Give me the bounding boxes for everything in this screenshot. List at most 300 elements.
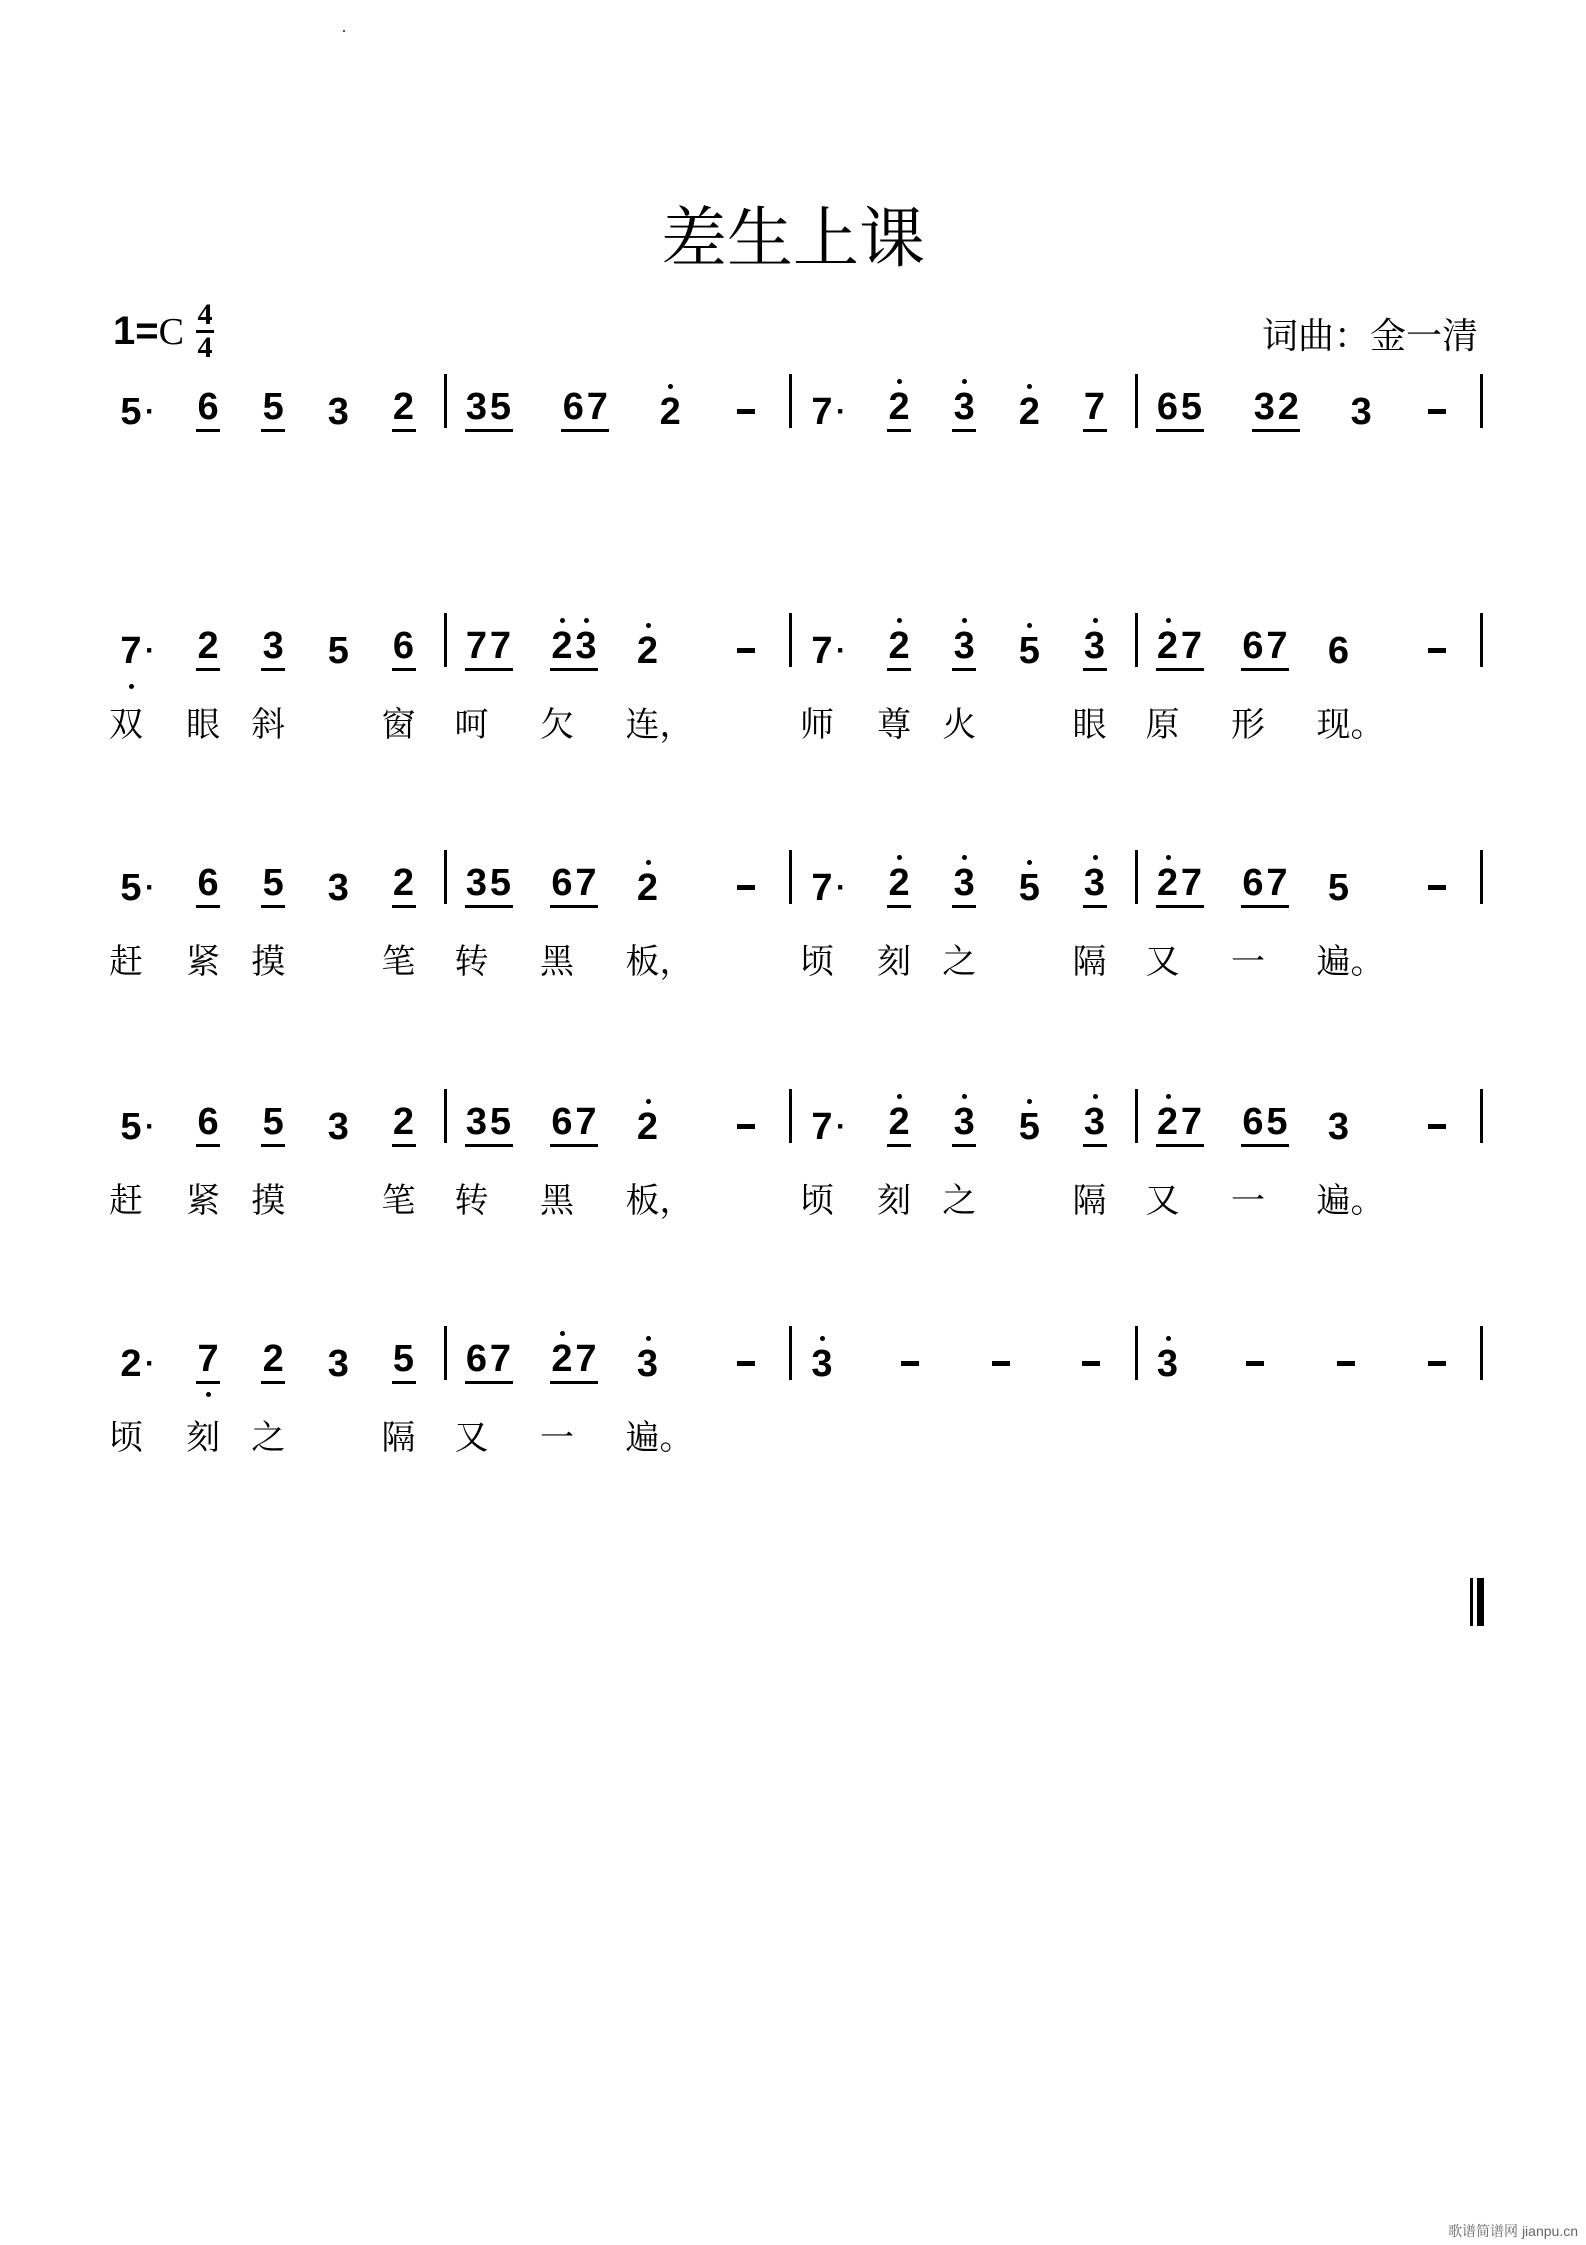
note-digit: 3	[465, 386, 488, 428]
lyric: 一	[540, 1418, 574, 1458]
high-octave-dot	[1166, 855, 1171, 860]
notes	[1156, 1332, 1180, 1384]
note	[658, 392, 682, 432]
note	[392, 1102, 416, 1142]
note-group	[109, 1332, 155, 1459]
beamed-notes	[1156, 856, 1204, 908]
note-digit: 6	[197, 1101, 219, 1143]
note	[1017, 868, 1041, 908]
note-digit: 3	[327, 867, 349, 909]
note-digit: 7	[1180, 862, 1203, 904]
note-digit: 5	[489, 386, 512, 428]
note	[810, 868, 834, 908]
high-octave-dot	[1093, 1094, 1098, 1099]
barline	[1480, 1326, 1483, 1380]
note-digit: 7	[811, 1106, 833, 1148]
lyric: 顷	[800, 1181, 834, 1221]
beamed-notes	[261, 856, 285, 908]
note	[1083, 387, 1107, 427]
note-digit: 7	[1266, 862, 1288, 904]
note-group	[986, 1332, 1016, 1384]
beamed-notes	[952, 619, 976, 671]
note	[392, 1339, 416, 1379]
note-group	[1017, 619, 1041, 671]
note-digit: 2	[120, 1343, 142, 1385]
note-digit: 5	[1018, 630, 1040, 672]
barline	[1480, 613, 1483, 667]
note-digit: 2	[392, 862, 415, 904]
note-group	[1072, 856, 1107, 983]
high-octave-dot	[668, 384, 673, 389]
note	[465, 1102, 489, 1142]
notes	[636, 619, 660, 671]
note-digit: 5	[489, 1101, 512, 1143]
note-group	[1231, 856, 1289, 983]
barline	[1480, 850, 1483, 904]
beamed-notes	[196, 619, 220, 671]
barline	[1480, 374, 1483, 428]
notes	[326, 619, 350, 671]
notes	[326, 856, 350, 908]
note-digit: 5	[120, 867, 142, 909]
note-group	[454, 856, 513, 983]
note	[810, 1344, 834, 1384]
notes	[1017, 856, 1041, 908]
note-digit: 6	[465, 1338, 488, 1380]
note	[1156, 1102, 1180, 1142]
note-digit: 6	[551, 862, 573, 904]
note-digit: 2	[636, 630, 659, 672]
note-group	[186, 619, 221, 746]
note-digit: 5	[392, 1338, 415, 1380]
notes	[1017, 1095, 1041, 1147]
high-octave-dot	[1093, 618, 1098, 623]
high-octave-dot	[962, 618, 967, 623]
beamed-notes	[392, 1332, 416, 1384]
note-group	[381, 1332, 416, 1459]
notes	[810, 380, 846, 432]
note	[261, 863, 285, 903]
note-group	[1422, 1332, 1452, 1384]
lyric: 双	[109, 705, 143, 745]
lyric: 遍。	[1316, 1181, 1385, 1221]
high-octave-dot	[1166, 618, 1171, 623]
measure	[1138, 1332, 1481, 1384]
note	[261, 1339, 285, 1379]
beamed-notes	[392, 380, 416, 432]
lyric: 笔	[381, 1181, 416, 1221]
beamed-notes	[1083, 1095, 1107, 1147]
lyric: 刻	[877, 942, 912, 982]
beamed-notes	[465, 380, 513, 432]
note-group	[810, 1332, 834, 1384]
note-digit: 7	[489, 1338, 512, 1380]
note-digit: 7	[1180, 625, 1203, 667]
note-digit: 6	[392, 625, 415, 667]
note-digit: 5	[262, 862, 284, 904]
beamed-notes	[561, 380, 609, 432]
beamed-notes	[952, 380, 976, 432]
lyric: 一	[1231, 942, 1265, 982]
measure	[1138, 380, 1481, 432]
high-octave-dot	[1027, 384, 1032, 389]
note	[887, 863, 911, 903]
score-row	[109, 1332, 1483, 1459]
lyric: 呵	[454, 705, 489, 745]
notes	[1327, 856, 1351, 908]
high-octave-dot	[962, 855, 967, 860]
note	[1083, 863, 1107, 903]
dash-hold	[737, 648, 755, 653]
note-group	[186, 856, 221, 983]
dash-hold	[737, 1124, 755, 1129]
note-digit: 2	[262, 1338, 284, 1380]
note-group	[1231, 619, 1289, 746]
note-group	[326, 856, 350, 908]
lyric: 连，	[625, 705, 694, 745]
note-group	[1145, 619, 1204, 746]
note-digit: 6	[197, 862, 219, 904]
note	[887, 626, 911, 666]
note-group	[877, 619, 912, 746]
dash-hold	[901, 1361, 919, 1366]
lyric: 现。	[1316, 705, 1385, 745]
high-octave-dot	[1027, 623, 1032, 628]
notes	[1422, 1095, 1452, 1147]
beamed-notes	[196, 1332, 220, 1384]
lyric: 紧	[186, 1181, 221, 1221]
time-numerator: 4	[197, 298, 213, 331]
notes	[810, 619, 846, 671]
note	[196, 1339, 220, 1379]
note-digit: 3	[575, 625, 597, 667]
note-digit: 7	[1180, 1101, 1203, 1143]
measure	[792, 619, 1135, 746]
note-digit: 3	[811, 1343, 833, 1385]
note	[1349, 392, 1373, 432]
beamed-notes	[1083, 380, 1107, 432]
note-digit: 2	[1156, 1101, 1179, 1143]
notes	[1017, 619, 1041, 671]
key-name: C	[158, 310, 184, 353]
lyric: 遍。	[625, 1418, 694, 1458]
high-octave-dot	[897, 379, 902, 384]
note	[1180, 863, 1204, 903]
time-denominator: 4	[197, 331, 213, 364]
notes	[1422, 856, 1452, 908]
note-digit: 7	[811, 867, 833, 909]
lyric: 板，	[625, 1181, 694, 1221]
note	[574, 1102, 598, 1142]
lyric: 尊	[877, 705, 912, 745]
note-group	[465, 380, 513, 432]
lyric: 转	[454, 1181, 489, 1221]
notes	[636, 1332, 660, 1384]
note-group	[810, 380, 846, 432]
note	[1180, 626, 1204, 666]
note-group	[251, 1332, 286, 1459]
note	[261, 1102, 285, 1142]
beamed-notes	[392, 856, 416, 908]
time-signature	[196, 300, 214, 363]
note-digit: 3	[465, 1101, 488, 1143]
note-group	[1076, 1332, 1106, 1384]
score-row	[109, 619, 1483, 746]
note	[1252, 387, 1276, 427]
note	[574, 1339, 598, 1379]
note	[119, 868, 143, 908]
note	[489, 387, 513, 427]
composer-credit: 词曲：金一清	[1261, 316, 1478, 357]
note	[952, 863, 976, 903]
note-digit: 5	[489, 862, 512, 904]
note-group	[1252, 380, 1300, 432]
high-octave-dot	[646, 860, 651, 865]
lyric: 顷	[109, 1418, 143, 1458]
note	[1083, 626, 1107, 666]
lyric: 之	[251, 1418, 286, 1458]
note	[489, 863, 513, 903]
note-group	[1331, 1332, 1361, 1384]
note-group	[1017, 1095, 1041, 1147]
notes	[1076, 1332, 1106, 1384]
notes	[1017, 380, 1041, 432]
beamed-notes	[550, 1095, 598, 1147]
beamed-notes	[1241, 856, 1289, 908]
note	[392, 626, 416, 666]
note-digit: 3	[953, 386, 975, 428]
note-digit: 2	[636, 867, 659, 909]
final-barline	[1470, 1578, 1484, 1626]
note	[196, 626, 220, 666]
notes	[326, 1095, 350, 1147]
note	[952, 1102, 976, 1142]
beamed-notes	[261, 619, 285, 671]
high-octave-dot	[897, 855, 902, 860]
note-digit: 5	[120, 391, 142, 433]
beamed-notes	[392, 1095, 416, 1147]
note	[261, 626, 285, 666]
note-group	[251, 619, 286, 746]
note-group	[800, 856, 846, 983]
note-group	[625, 1095, 694, 1222]
note-digit: 3	[327, 391, 349, 433]
note-group	[392, 380, 416, 432]
note-group	[540, 619, 598, 746]
dash-hold	[737, 885, 755, 890]
note-digit: 5	[1266, 1101, 1288, 1143]
note-digit: 3	[1253, 386, 1275, 428]
note-group	[540, 1332, 598, 1459]
note	[1156, 863, 1180, 903]
augmentation-dot: ·	[836, 634, 846, 667]
note	[1276, 387, 1300, 427]
note-digit: 2	[551, 625, 573, 667]
note-digit: 2	[636, 1106, 659, 1148]
beamed-notes	[887, 619, 911, 671]
beamed-notes	[1156, 1095, 1204, 1147]
beamed-notes	[196, 380, 220, 432]
note-group	[1072, 1095, 1107, 1222]
key-tonic: 1	[113, 309, 136, 353]
note-group	[1316, 856, 1385, 983]
note-digit: 2	[551, 1338, 573, 1380]
note	[550, 626, 574, 666]
high-octave-dot	[820, 1336, 825, 1341]
augmentation-dot: ·	[836, 1110, 846, 1143]
note-group	[625, 619, 694, 746]
lyric: 刻	[877, 1181, 912, 1221]
lyric: 隔	[1072, 942, 1107, 982]
note-group	[454, 619, 513, 746]
notes	[1422, 380, 1452, 432]
note-group	[119, 380, 155, 432]
note	[561, 387, 585, 427]
beamed-notes	[887, 380, 911, 432]
speck	[343, 30, 345, 32]
note	[1083, 1102, 1107, 1142]
note-group	[1240, 1332, 1270, 1384]
note	[810, 392, 834, 432]
note-digit: 5	[1018, 867, 1040, 909]
lyric: 隔	[1072, 1181, 1107, 1221]
note-digit: 2	[197, 625, 219, 667]
note	[326, 631, 350, 671]
high-octave-dot	[1166, 1336, 1171, 1341]
note	[1265, 863, 1289, 903]
beamed-notes	[550, 1332, 598, 1384]
notes	[731, 1095, 761, 1147]
lyric: 转	[454, 942, 489, 982]
note-digit: 7	[1083, 386, 1106, 428]
note	[1327, 1107, 1351, 1147]
high-octave-dot	[560, 618, 565, 623]
note-group	[326, 1095, 350, 1147]
high-octave-dot	[962, 379, 967, 384]
note-digit: 7	[575, 862, 597, 904]
notes	[1327, 619, 1351, 671]
high-octave-dot	[646, 1099, 651, 1104]
note-digit: 5	[1327, 867, 1350, 909]
note-digit: 7	[489, 625, 512, 667]
beamed-notes	[1083, 619, 1107, 671]
note-group	[1316, 1095, 1385, 1222]
note-group	[109, 619, 155, 746]
score-row	[115, 380, 1483, 432]
lyric: 形	[1231, 705, 1265, 745]
dash-hold	[1337, 1361, 1355, 1366]
measure	[109, 1095, 444, 1222]
note-group	[109, 1095, 155, 1222]
note-group	[877, 1095, 912, 1222]
dash-hold	[1428, 1124, 1446, 1129]
note-group	[895, 1332, 925, 1384]
note-group	[540, 856, 598, 983]
note-digit: 6	[1156, 386, 1179, 428]
key-equals: =	[135, 309, 159, 353]
notes	[1422, 1332, 1452, 1384]
beamed-notes	[887, 1095, 911, 1147]
beamed-notes	[261, 380, 285, 432]
note	[810, 1107, 834, 1147]
augmentation-dot: ·	[145, 1347, 155, 1380]
measure	[109, 619, 444, 746]
augmentation-dot: ·	[145, 871, 155, 904]
notes	[1240, 1332, 1270, 1384]
note	[465, 863, 489, 903]
lyric: 又	[1145, 942, 1180, 982]
note	[1017, 631, 1041, 671]
notes	[658, 380, 682, 432]
beamed-notes	[261, 1095, 285, 1147]
high-octave-dot	[646, 623, 651, 628]
beamed-notes	[1156, 619, 1204, 671]
note-digit: 2	[1277, 386, 1299, 428]
note	[392, 387, 416, 427]
notes	[326, 1332, 350, 1384]
beamed-notes	[550, 856, 598, 908]
lyric: 又	[1145, 1181, 1180, 1221]
beamed-notes	[196, 856, 220, 908]
note-digit: 5	[327, 630, 349, 672]
note-digit: 7	[811, 630, 833, 672]
note-group	[625, 856, 694, 983]
note	[550, 863, 574, 903]
note-digit: 2	[888, 1101, 910, 1143]
note	[1327, 868, 1351, 908]
dash-hold	[1428, 1361, 1446, 1366]
note-group	[109, 856, 155, 983]
note-digit: 3	[953, 1101, 975, 1143]
augmentation-dot: ·	[145, 634, 155, 667]
note	[489, 1339, 513, 1379]
lyric: 斜	[251, 705, 286, 745]
notes	[1349, 380, 1373, 432]
note	[887, 1102, 911, 1142]
note	[1156, 1344, 1180, 1384]
note	[196, 1102, 220, 1142]
note	[392, 863, 416, 903]
note-digit: 6	[1242, 862, 1264, 904]
note-digit: 6	[197, 386, 219, 428]
lyric: 原	[1145, 705, 1180, 745]
lyric: 赶	[109, 1181, 143, 1221]
beamed-notes	[1156, 380, 1204, 432]
note-group	[1422, 619, 1452, 671]
lyric: 火	[942, 705, 977, 745]
note	[196, 387, 220, 427]
high-octave-dot	[897, 1094, 902, 1099]
note	[1241, 626, 1265, 666]
beamed-notes	[1252, 380, 1300, 432]
note	[574, 863, 598, 903]
note	[1180, 1102, 1204, 1142]
notes	[119, 1095, 155, 1147]
note	[636, 1344, 660, 1384]
note	[574, 626, 598, 666]
lyric: 赶	[109, 942, 143, 982]
note-digit: 3	[953, 625, 975, 667]
note-group	[1422, 1095, 1452, 1147]
note	[887, 387, 911, 427]
note-digit: 2	[1156, 862, 1179, 904]
measure	[1138, 1095, 1481, 1222]
barline	[1480, 1089, 1483, 1143]
note-group	[561, 380, 609, 432]
note-group	[326, 380, 350, 432]
note-group	[942, 1095, 977, 1222]
note-digit: 3	[262, 625, 284, 667]
